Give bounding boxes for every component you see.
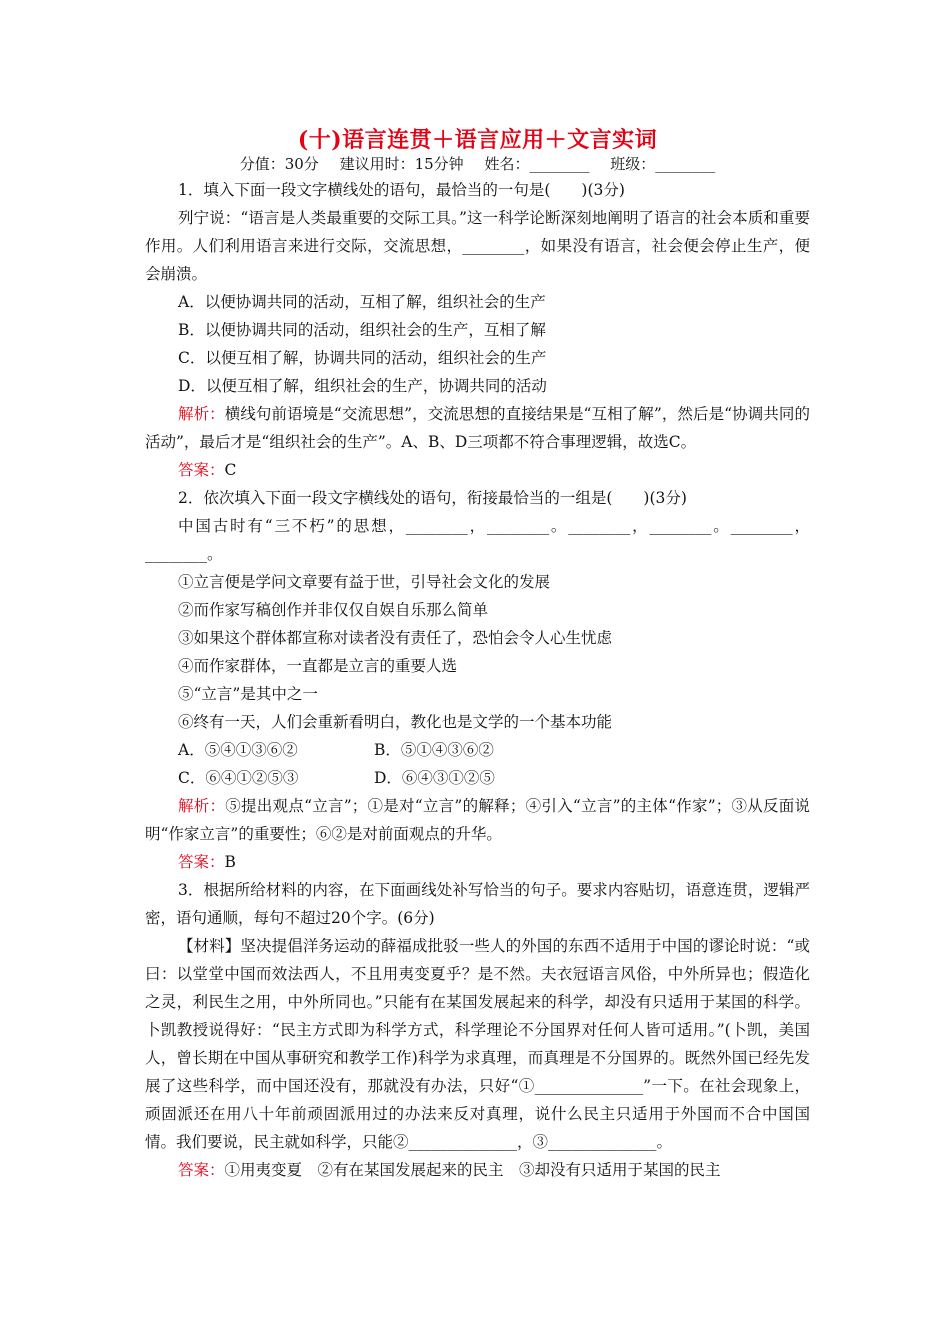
answer-label: 答案： xyxy=(178,461,225,479)
answer-text: B xyxy=(224,853,236,871)
time-info: 建议用时：15分钟 xyxy=(339,155,464,173)
q3-material: 【材料】坚决提倡洋务运动的薛福成批驳一些人的外国的东西不适用于中国的谬论时说：“或曰：以堂堂中国而效法西人，不且用夷变夏乎？是不然。夫衣冠语言风俗，中外所异也；假造化之灵，利民生之用，中外所同也。”只能有在某国发展起来的科学，却没有只适用于某国的科学。卜凯教授说得好：“民主方式即为科学方式，科学理论不分国界对任何人皆可适用。”(卜凯，美国人，曾长期在中国从事研究和教学工作)科学为求真理，而真理是不分国界的。既然外国已经先发展了这些科学，而中国还没有，那就没有办法，只好“①______________”一下。在社会现象上，顽固派还在用八十年前顽固派用过的办法来反对真理，说什么民主只适用于外国而不合中国国情。我们要说，民主就如科学，只能②______________，③______________。 xyxy=(145,937,810,1151)
q2-analysis xyxy=(145,792,810,848)
q2-item-2: ②而作家写稿创作并非仅仅自娱自乐那么简单 xyxy=(178,601,489,619)
q1-option-c: C．以便互相了解，协调共同的活动，组织社会的生产 xyxy=(178,349,547,367)
class-field: 班级：________ xyxy=(610,155,716,173)
q2-option-b: B．⑤①④③⑥② xyxy=(374,741,494,759)
q2-options-row-1 xyxy=(145,736,810,764)
answer-text: ①用夷变夏 ②有在某国发展起来的民主 ③却没有只适用于某国的民主 xyxy=(224,1161,721,1179)
q3-answer xyxy=(145,1156,810,1184)
q2-passage: 中国古时有“三不朽”的思想，________，________。________，________。________，________。 xyxy=(145,517,810,563)
q1-option-b: B．以便协调共同的活动，组织社会的生产，互相了解 xyxy=(178,321,546,339)
q2-item-3: ③如果这个群体都宣称对读者没有责任了，恐怕会令人心生忧虑 xyxy=(178,629,613,647)
q2-stem: 2．依次填入下面一段文字横线处的语句，衔接最恰当的一组是( )(3分) xyxy=(178,489,687,507)
q1-passage: 列宁说：“语言是人类最重要的交际工具。”这一科学论断深刻地阐明了语言的社会本质和重要作用。人们利用语言来进行交际，交流思想，________，如果没有语言，社会便会停止生产，便会崩溃。 xyxy=(145,209,810,283)
analysis-label: 解析： xyxy=(178,797,226,815)
answer-label: 答案： xyxy=(178,1161,225,1179)
name-field: 姓名：________ xyxy=(484,155,590,173)
q2-item-6: ⑥终有一天，人们会重新看明白，教化也是文学的一个基本功能 xyxy=(178,713,613,731)
analysis-text: ⑤提出观点“立言”；①是对“立言”的解释；④引入“立言”的主体“作家”；③从反面说明“作家立言”的重要性；⑥②是对前面观点的升华。 xyxy=(145,797,810,843)
analysis-label: 解析： xyxy=(178,405,225,423)
q1-analysis xyxy=(145,400,810,456)
q1-answer xyxy=(145,456,810,484)
q2-answer xyxy=(145,848,810,876)
q1-stem: 1．填入下面一段文字横线处的语句，最恰当的一句是( )(3分) xyxy=(178,181,625,199)
document-page xyxy=(145,126,810,1184)
q1-option-d: D．以便互相了解，组织社会的生产，协调共同的活动 xyxy=(178,377,547,395)
q2-option-d: D．⑥④③①②⑤ xyxy=(374,769,495,787)
q2-item-5: ⑤“立言”是其中之一 xyxy=(178,685,318,703)
exam-meta xyxy=(145,154,810,174)
answer-text: C xyxy=(224,461,237,479)
score-info: 分值：30分 xyxy=(239,155,319,173)
analysis-text: 横线句前语境是“交流思想”，交流思想的直接结果是“互相了解”，然后是“协调共同的活动”，最后才是“组织社会的生产”。A、B、D三项都不符合事理逻辑，故选C。 xyxy=(145,405,810,451)
page-title: (十)语言连贯＋语言应用＋文言实词 xyxy=(297,127,658,153)
q3-stem: 3．根据所给材料的内容，在下面画线处补写恰当的句子。要求内容贴切，语意连贯，逻辑严密，语句通顺，每句不超过20个字。(6分) xyxy=(145,881,810,927)
q1-option-a: A．以便协调共同的活动，互相了解，组织社会的生产 xyxy=(178,293,546,311)
answer-label: 答案： xyxy=(178,853,225,871)
q2-option-c: C．⑥④①②⑤③ xyxy=(178,769,299,787)
q2-item-4: ④而作家群体，一直都是立言的重要人选 xyxy=(178,657,458,675)
q2-option-a: A．⑤④①③⑥② xyxy=(178,741,298,759)
q2-item-1: ①立言便是学问文章要有益于世，引导社会文化的发展 xyxy=(178,573,551,591)
q2-options-row-2 xyxy=(145,764,810,792)
